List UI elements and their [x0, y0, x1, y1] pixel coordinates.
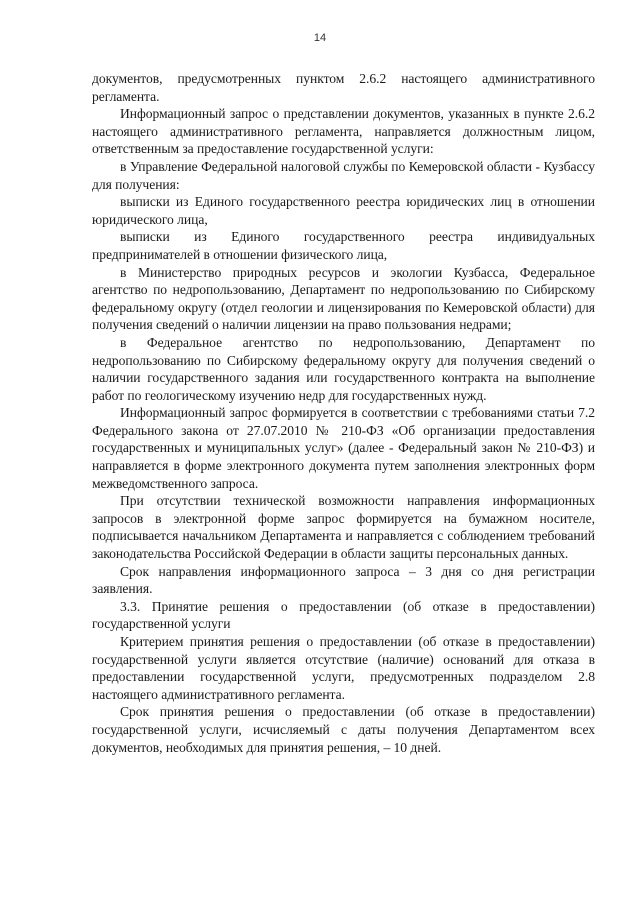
paragraph-request-formation: Информационный запрос формируется в соответствии с требованиями статьи 7.2 Федерального закона от 27.07.2010 № 210-ФЗ «Об организации предоставления государственных и муниципальных услуг» (далее - Федеральный закон № 210-ФЗ) и направляется в форме электронного документа путем заполнения электронных форм межведомственного запроса.: [92, 405, 595, 491]
paragraph-decision-deadline: Срок принятия решения о предоставлении (об отказе в предоставлении) государственной услуги, исчисляемый с даты получения Департаментом всех документов, необходимых для принятия решения, – 10 дней.: [92, 704, 595, 755]
paragraph-continuation: документов, предусмотренных пунктом 2.6.2 настоящего административного регламента.: [92, 71, 595, 104]
paragraph-request-deadline: Срок направления информационного запроса – 3 дня со дня регистрации заявления.: [92, 563, 595, 597]
section-heading-3-3: 3.3. Принятие решения о предоставлении (об отказе в предоставлении) государственной услуги: [92, 598, 595, 632]
paragraph-entrepreneur-extract: выписки из Единого государственного реестра индивидуальных предпринимателей в отношении физического лица,: [92, 229, 595, 262]
page-number: 14: [313, 32, 327, 44]
paragraph-legal-entity-extract: выписки из Единого государственного реестра юридических лиц в отношении юридического лица,: [92, 194, 595, 227]
paragraph-info-request: Информационный запрос о представлении документов, указанных в пункте 2.6.2 настоящего административного регламента, направляется должностным лицом, ответственным за предоставление государственной услуги:: [92, 106, 595, 157]
paragraph-ministry-license: в Министерство природных ресурсов и экологии Кузбасса, Федеральное агентство по недропользованию, Департамент по недропользованию по Сибирскому федеральному округу (отдел геологии и лицензирования по Кемеровской области) для получения сведений о наличии лицензии на право пользования недрами;: [92, 264, 595, 333]
paragraph-tax-service: в Управление Федеральной налоговой службы по Кемеровской области - Кузбассу для получения:: [92, 158, 595, 192]
paragraph-decision-criterion: Критерием принятия решения о предоставлении (об отказе в предоставлении) государственной услуги является отсутствие (наличие) оснований для отказа в предоставлении государственной услуги, предусмотренных подразделом 2.8 настоящего административного регламента.: [92, 634, 595, 702]
document-body: [92, 70, 595, 756]
paragraph-federal-agency: в Федеральное агентство по недропользованию, Департамент по недропользованию по Сибирскому федеральному округу для получения сведений о наличии государственного задания или государственного контракта на выполнение работ по геологическому изучению недр для государственных нужд.: [92, 334, 595, 403]
paragraph-paper-request: При отсутствии технической возможности направления информационных запросов в электронной форме запрос формируется на бумажном носителе, подписывается начальником Департамента и направляется с соблюдением требований законодательства Российской Федерации в области защиты персональных данных.: [92, 493, 595, 562]
